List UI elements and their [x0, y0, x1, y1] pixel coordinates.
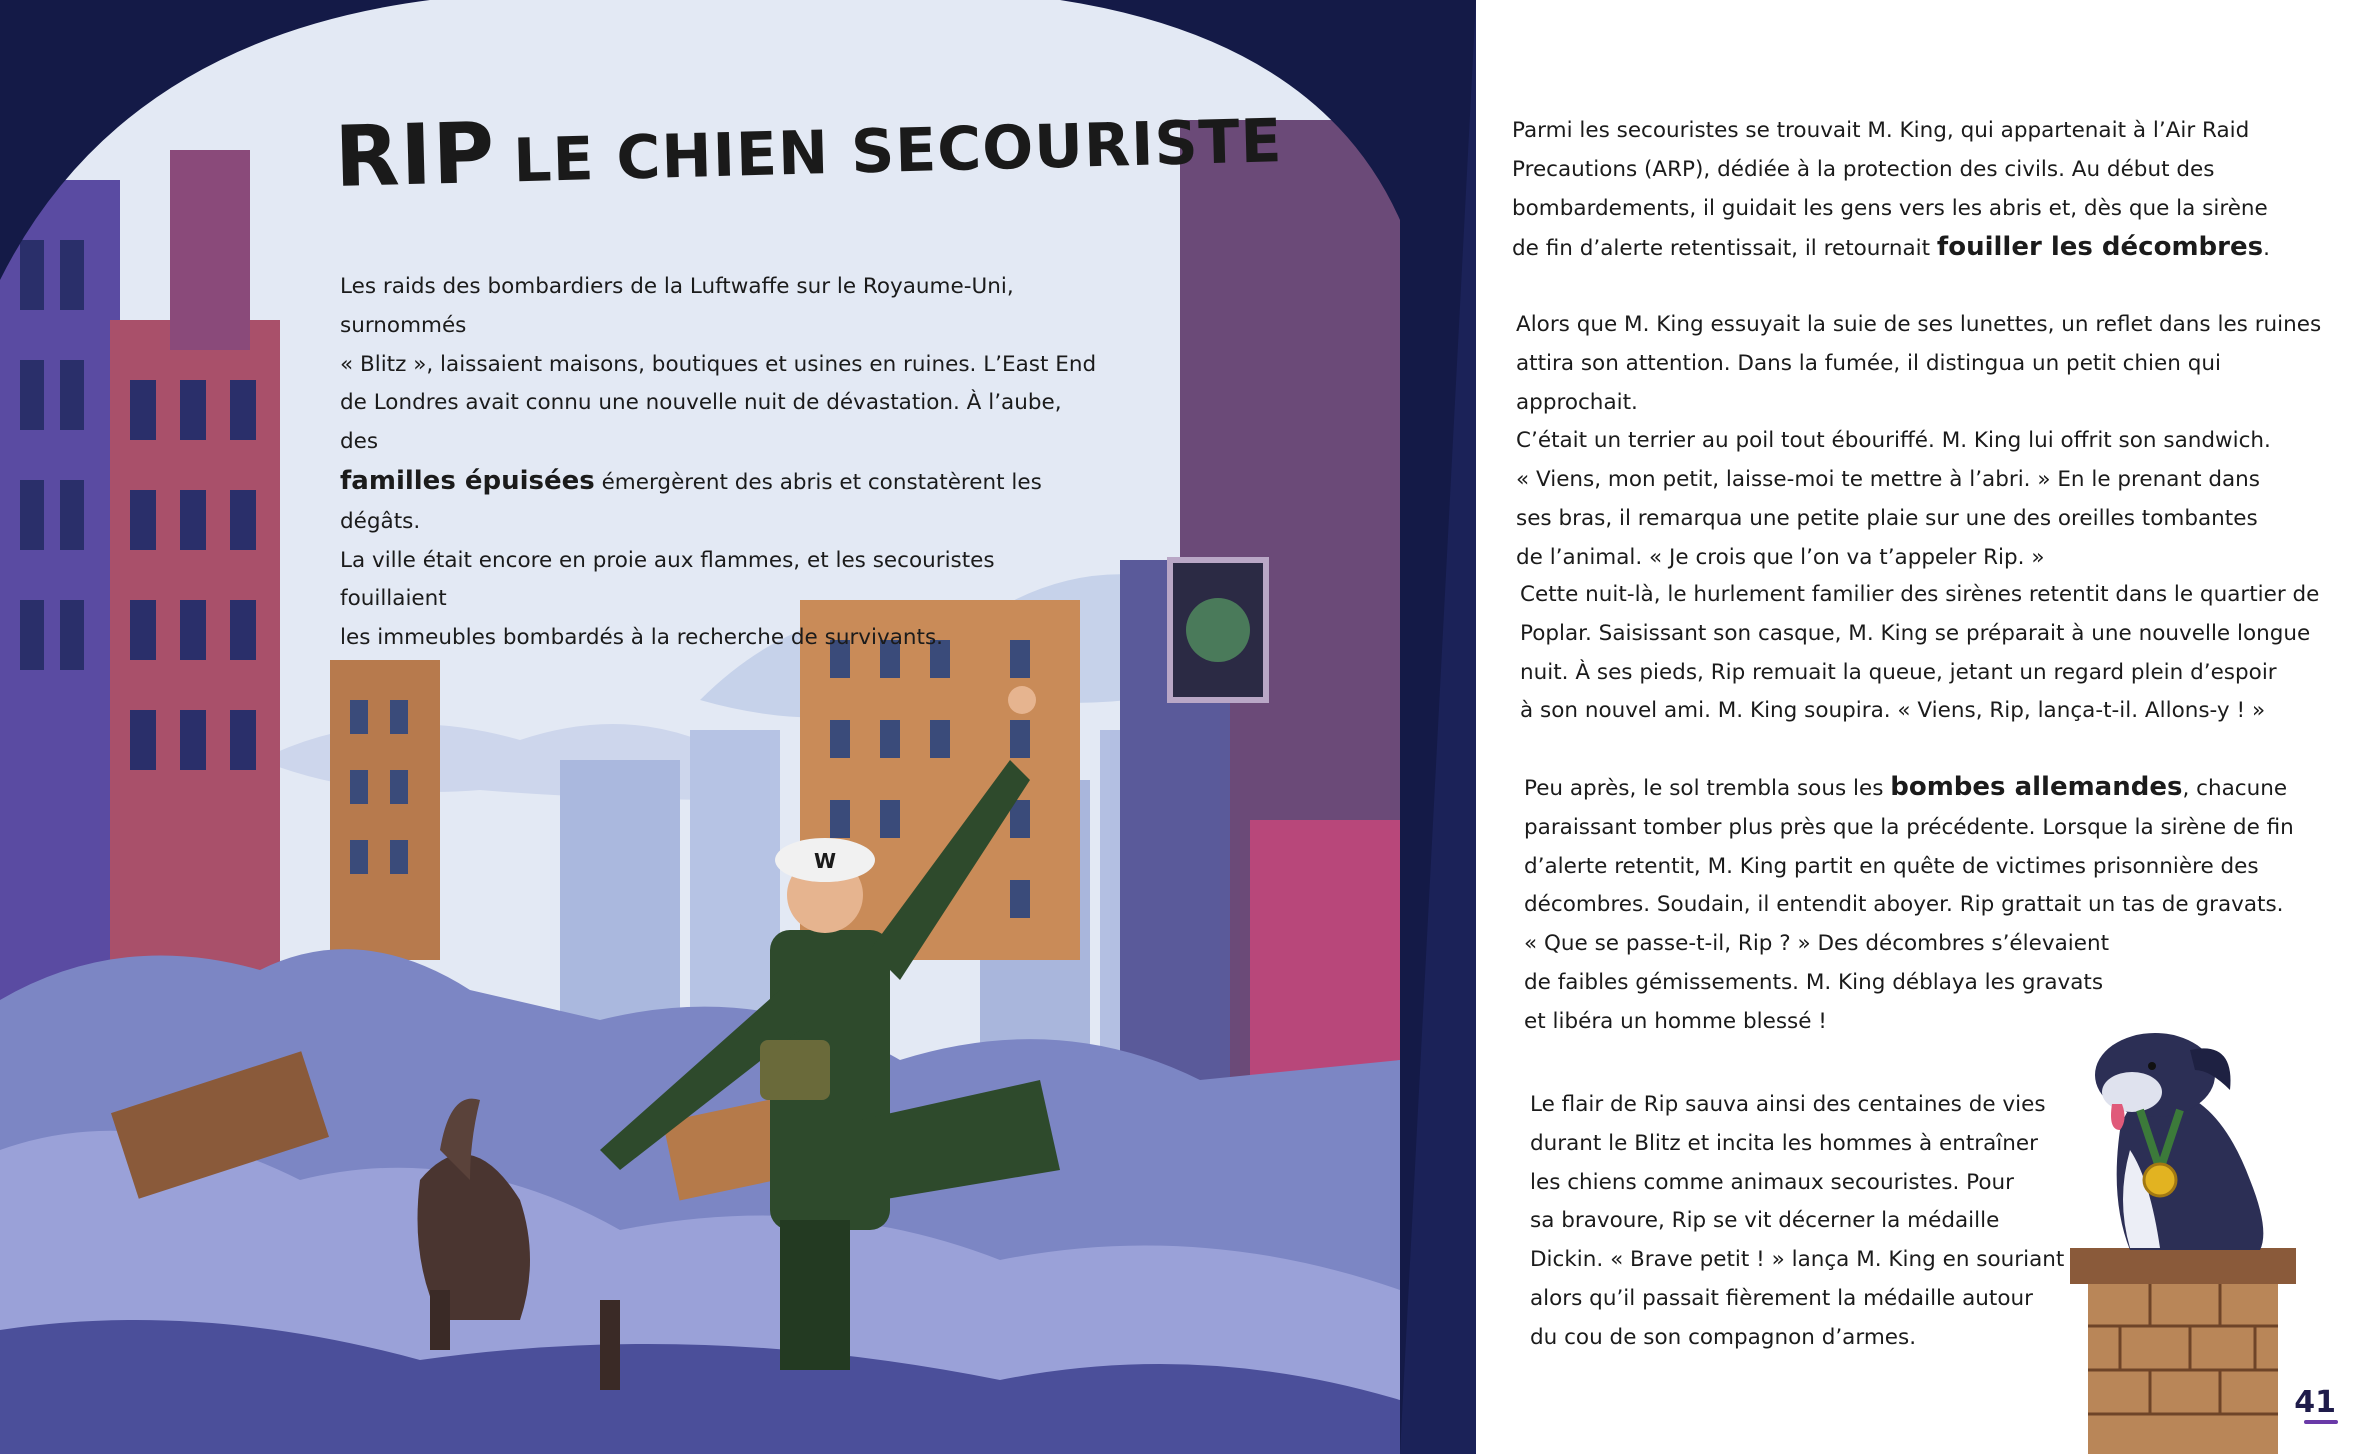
text-line: les immeubles bombardés à la recherche de survivants.	[340, 625, 943, 651]
text-line: Dickin. « Brave petit ! » lança M. King en souriant	[1530, 1247, 2065, 1273]
highlight-phrase: familles épuisées	[340, 465, 595, 496]
text-line: et libéra un homme blessé !	[1524, 1008, 1827, 1034]
highlight-phrase: bombes allemandes	[1890, 772, 2183, 802]
text-line: Alors que M. King essuyait la suie de ses lunettes, un reflet dans les ruines	[1516, 312, 2322, 337]
ochre-building	[330, 660, 440, 960]
text-line: sa bravoure, Rip se vit décerner la médaille	[1530, 1208, 2000, 1234]
text-line: C’était un terrier au poil tout ébouriffé. M. King lui offrit son sandwich.	[1516, 428, 2271, 454]
text-line: Peu après, le sol trembla sous les bombes allemandes, chacune	[1524, 772, 2288, 802]
dog-muzzle	[2102, 1072, 2162, 1112]
pedestal-cap	[2070, 1248, 2296, 1284]
text-line: de fin d’alerte retentissait, il retournait fouiller les décombres.	[1512, 232, 2270, 263]
text-line: familles épuisées émergèrent des abris et constatèrent les dégâts.	[340, 465, 1042, 534]
page-number: 41	[2294, 1385, 2336, 1420]
page-number-underline	[2304, 1420, 2338, 1424]
text-line: Parmi les secouristes se trouvait M. King, qui appartenait à l’Air Raid	[1512, 118, 2250, 143]
dog-eye	[2148, 1062, 2156, 1070]
text-line: ses bras, il remarqua une petite plaie sur une des oreilles tombantes	[1516, 505, 2258, 531]
text-line: de l’animal. « Je crois que l’on va t’appeler Rip. »	[1516, 544, 2045, 570]
text-line: du cou de son compagnon d’armes.	[1530, 1324, 1917, 1350]
text-line: Precautions (ARP), dédiée à la protection des civils. Au début des	[1512, 156, 2215, 182]
text-line: nuit. À ses pieds, Rip remuait la queue, jetant un regard plein d’espoir	[1520, 659, 2277, 685]
paragraph-1	[1512, 112, 2332, 269]
text-line: d’alerte retentit, M. King partit en quête de victimes prisonnière des	[1524, 853, 2259, 879]
text-line: à son nouvel ami. M. King soupira. « Viens, Rip, lança-t-il. Allons-y ! »	[1520, 698, 2266, 724]
medal-icon	[2144, 1164, 2176, 1196]
rip-on-pedestal-illustration	[2060, 980, 2310, 1454]
title-rest: LE CHIEN SECOURISTE	[512, 106, 1284, 197]
text-line: Cette nuit-là, le hurlement familier des sirènes retentit dans le quartier de	[1520, 582, 2320, 607]
right-page	[1476, 0, 2362, 1454]
text-line: La ville était encore en proie aux flammes, et les secouristes fouillaient	[340, 547, 995, 612]
text-line: « Que se passe-t-il, Rip ? » Des décombres s’élevaient	[1524, 931, 2110, 957]
text-line: décombres. Soudain, il entendit aboyer. Rip grattait un tas de gravats.	[1524, 892, 2284, 918]
text-line: Le flair de Rip sauva ainsi des centaines de vies	[1530, 1092, 2046, 1117]
helmet-letter: W	[813, 849, 837, 873]
text-line: Les raids des bombardiers de la Luftwaffe sur le Royaume-Uni, surnommés	[340, 274, 1014, 338]
text-line: durant le Blitz et incita les hommes à entraîner	[1530, 1130, 2038, 1156]
text-line: de Londres avait connu une nouvelle nuit de dévastation. À l’aube, des	[340, 390, 1062, 455]
text-line: alors qu’il passait fièrement la médaille autour	[1530, 1285, 2033, 1311]
tall-building-left	[170, 150, 250, 350]
text-line: attira son attention. Dans la fumée, il distingua un petit chien qui approchait.	[1516, 350, 2221, 415]
intro-paragraph	[340, 268, 1100, 658]
text-line: de faibles gémissements. M. King déblaya les gravats	[1524, 969, 2104, 995]
text-line: Poplar. Saisissant son casque, M. King se préparait à une nouvelle longue	[1520, 620, 2311, 646]
text-line: « Viens, mon petit, laisse-moi te mettre à l’abri. » En le prenant dans	[1516, 467, 2260, 493]
text-line: les chiens comme animaux secouristes. Pour	[1530, 1169, 2014, 1195]
paragraph-2	[1516, 306, 2336, 578]
highlight-phrase: fouiller les décombres	[1936, 232, 2264, 263]
title-main: RIP	[333, 103, 497, 206]
paragraph-3	[1520, 576, 2340, 731]
text-line: bombardements, il guidait les gens vers les abris et, dès que la sirène	[1512, 195, 2268, 221]
text-line: paraissant tomber plus près que la précédente. Lorsque la sirène de fin	[1524, 814, 2294, 840]
text-line: « Blitz », laissaient maisons, boutiques et usines en ruines. L’East End	[340, 351, 1097, 377]
